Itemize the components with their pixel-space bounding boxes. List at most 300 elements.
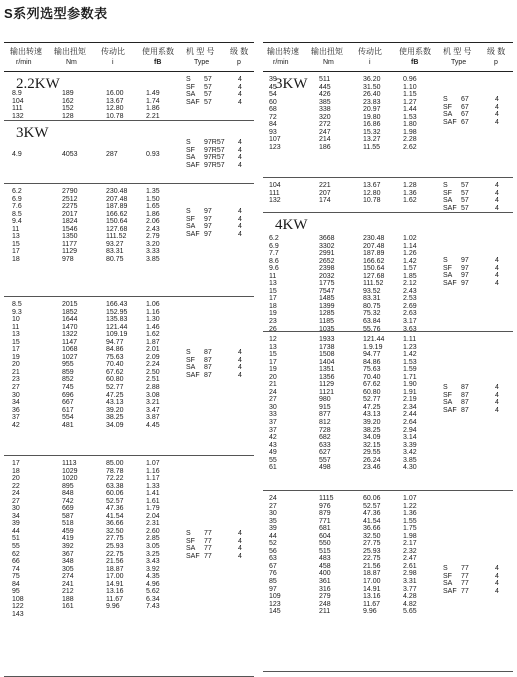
cell-torque: 214 — [319, 136, 331, 144]
cell-torque: 211 — [319, 608, 331, 616]
model-list — [4, 139, 254, 169]
cell-factor: 1.86 — [146, 105, 160, 113]
cell-factor: 2.21 — [146, 112, 160, 120]
cell-factor: 2.34 — [403, 403, 417, 411]
cell-speed: 24 — [269, 388, 277, 396]
cell-ratio: 23.46 — [363, 464, 381, 472]
power-heading: 4KW — [275, 217, 308, 233]
model-prefix: SAF — [186, 371, 200, 379]
model-prefix: SA — [186, 91, 196, 99]
cell-speed: 61 — [269, 464, 277, 472]
table-row — [4, 581, 254, 589]
table-row — [263, 76, 513, 84]
cell-speed: 15 — [12, 240, 20, 248]
cell-torque: 1129 — [319, 381, 335, 389]
cell-ratio: 52.77 — [363, 396, 381, 404]
cell-torque: 633 — [319, 441, 331, 449]
power-heading: 3KW — [16, 125, 49, 141]
cell-torque: 338 — [319, 106, 331, 114]
model-row — [263, 197, 513, 205]
cell-ratio: 75.63 — [106, 353, 124, 361]
model-row — [263, 257, 513, 265]
model-stage: 4 — [238, 98, 242, 106]
cell-factor: 1.27 — [403, 98, 417, 106]
table-row — [4, 490, 254, 498]
cell-torque: 682 — [319, 434, 331, 442]
table-row — [4, 611, 254, 619]
model-list — [263, 96, 513, 126]
table-row — [4, 331, 254, 339]
model-row — [263, 384, 513, 392]
table-row — [4, 324, 254, 332]
cell-speed: 109 — [269, 593, 281, 601]
cell-factor: 1.16 — [146, 467, 160, 475]
cell-factor: 2.64 — [403, 419, 417, 427]
table-row — [4, 505, 254, 513]
model-row — [263, 96, 513, 104]
cell-ratio: 67.62 — [106, 368, 124, 376]
unit-type: Type — [194, 59, 210, 66]
table-row — [263, 295, 513, 303]
cell-speed: 11 — [12, 323, 20, 331]
cell-factor: 3.20 — [146, 240, 160, 248]
cell-speed: 60 — [269, 98, 277, 106]
model-stage: 4 — [495, 182, 499, 189]
cell-torque: 207 — [319, 189, 331, 197]
table-row — [263, 129, 513, 137]
cell-speed: 122 — [12, 603, 24, 611]
cell-torque: 3302 — [319, 242, 335, 250]
cell-torque: 4053 — [62, 151, 78, 158]
cell-torque: 550 — [319, 540, 331, 548]
cell-factor: 1.07 — [403, 495, 417, 502]
table-row — [263, 310, 513, 318]
cell-factor: 2.06 — [146, 218, 160, 226]
cell-ratio: 47.25 — [363, 403, 381, 411]
unit-torque: Nm — [323, 59, 334, 66]
cell-ratio: 80.75 — [106, 255, 124, 263]
cell-factor: 4.45 — [146, 421, 160, 429]
cell-ratio: 78.78 — [106, 467, 124, 475]
cell-ratio: 93.52 — [363, 287, 381, 295]
model-prefix: SAF — [186, 230, 200, 238]
cell-factor: 4.35 — [146, 573, 160, 581]
cell-torque: 481 — [62, 421, 74, 429]
table-row — [263, 434, 513, 442]
table-row — [4, 188, 254, 196]
table-section — [4, 72, 254, 121]
cell-ratio: 85.00 — [106, 460, 124, 467]
table-row — [4, 392, 254, 400]
model-size: 87 — [204, 371, 212, 379]
model-stage: 4 — [495, 264, 499, 272]
model-row — [4, 147, 254, 155]
model-row — [263, 562, 513, 573]
cell-ratio: 13.16 — [106, 588, 124, 596]
model-size: 57 — [204, 76, 212, 83]
cell-ratio: 70.40 — [363, 373, 381, 381]
cell-speed: 104 — [269, 182, 281, 189]
cell-torque: 1824 — [62, 218, 78, 226]
cell-torque: 1322 — [62, 331, 78, 339]
cell-factor: 2.09 — [146, 353, 160, 361]
cell-ratio: 135.83 — [106, 316, 128, 324]
cell-torque: 1356 — [319, 373, 335, 381]
table-row — [4, 520, 254, 528]
cell-speed: 108 — [12, 595, 24, 603]
cell-speed: 8.9 — [12, 90, 22, 97]
model-stage: 4 — [238, 146, 242, 154]
data-rows — [263, 495, 513, 616]
cell-torque: 978 — [62, 255, 74, 263]
model-prefix: SA — [443, 197, 453, 205]
cell-speed: 55 — [269, 456, 277, 464]
cell-torque: 681 — [319, 525, 331, 533]
model-prefix: S — [186, 76, 191, 83]
cell-factor: 1.59 — [403, 366, 417, 374]
cell-ratio: 207.48 — [363, 242, 385, 250]
model-stage: 4 — [238, 530, 242, 537]
cell-speed: 111 — [269, 189, 280, 197]
model-size: 87 — [204, 356, 212, 364]
cell-ratio: 60.06 — [106, 490, 124, 498]
model-size: 67 — [461, 111, 469, 119]
model-row — [4, 162, 254, 170]
model-size: 77 — [461, 580, 469, 588]
model-stage: 4 — [238, 364, 242, 372]
model-size: 87 — [204, 364, 212, 372]
model-list — [263, 257, 513, 287]
cell-ratio: 207.48 — [106, 195, 128, 203]
table-row — [4, 414, 254, 422]
cell-speed: 11 — [269, 272, 277, 280]
cell-speed: 6.9 — [269, 242, 279, 250]
table-header — [4, 43, 254, 72]
model-size: 97 — [204, 223, 212, 231]
model-prefix: SA — [186, 364, 196, 372]
cell-torque: 877 — [319, 411, 331, 419]
model-row — [4, 364, 254, 372]
table-section — [263, 332, 513, 491]
cell-torque: 2991 — [319, 250, 335, 258]
model-stage: 4 — [495, 384, 499, 391]
cell-speed: 4.9 — [12, 151, 22, 158]
cell-speed: 95 — [12, 588, 20, 596]
cell-speed: 39 — [269, 76, 277, 83]
cell-torque: 1350 — [62, 233, 78, 241]
cell-ratio: 70.40 — [106, 361, 124, 369]
table-row — [4, 460, 254, 468]
cell-ratio: 16.00 — [106, 90, 124, 97]
table-row — [4, 105, 254, 113]
cell-torque: 1029 — [62, 467, 78, 475]
cell-ratio: 150.64 — [363, 265, 385, 273]
unit-factor: fB — [154, 59, 162, 66]
table-row — [263, 495, 513, 503]
model-row — [263, 585, 513, 596]
cell-factor: 1.57 — [403, 265, 417, 273]
table-row — [263, 442, 513, 450]
cell-speed: 6.9 — [12, 195, 22, 203]
model-stage: 4 — [238, 371, 242, 379]
model-stage: 4 — [238, 91, 242, 99]
power-heading: 3KW — [275, 76, 308, 92]
cell-ratio: 15.32 — [363, 128, 381, 136]
model-stage: 4 — [495, 103, 499, 111]
table-row — [263, 336, 513, 344]
cell-factor: 3.17 — [403, 318, 417, 326]
cell-speed: 97 — [269, 585, 277, 593]
cell-factor: 0.93 — [146, 151, 160, 158]
table-row — [4, 241, 254, 249]
cell-speed: 104 — [12, 97, 24, 105]
model-prefix: S — [443, 182, 448, 189]
unit-ratio: i — [112, 59, 114, 66]
cell-factor: 6.34 — [146, 595, 160, 603]
cell-ratio: 20.97 — [363, 106, 381, 114]
cell-factor: 2.85 — [146, 535, 160, 543]
model-stage: 4 — [495, 96, 499, 103]
cell-speed: 75 — [12, 573, 20, 581]
table-row — [4, 573, 254, 581]
cell-factor: 3.33 — [146, 248, 160, 256]
model-size: 87 — [204, 349, 212, 356]
cell-factor: 1.07 — [146, 460, 160, 467]
model-row — [263, 272, 513, 280]
cell-torque: 247 — [319, 128, 331, 136]
model-size: 77 — [204, 552, 212, 560]
model-row — [263, 407, 513, 415]
cell-ratio: 36.20 — [363, 76, 381, 83]
model-size: 97 — [461, 279, 469, 287]
model-stage: 4 — [238, 545, 242, 553]
cell-factor: 3.77 — [403, 585, 417, 593]
cell-torque: 1020 — [62, 475, 78, 483]
table-row — [263, 374, 513, 382]
cell-torque: 1508 — [319, 351, 335, 359]
cell-torque: 812 — [319, 419, 331, 427]
cell-speed: 66 — [12, 558, 20, 566]
cell-speed: 15 — [269, 351, 277, 359]
table-row — [263, 548, 513, 556]
model-prefix: S — [443, 257, 448, 264]
cell-torque: 1177 — [62, 240, 78, 248]
cell-ratio: 13.67 — [106, 97, 124, 105]
cell-torque: 483 — [319, 555, 331, 563]
model-size: 57 — [461, 182, 469, 189]
cell-speed: 111 — [12, 105, 23, 113]
cell-factor: 2.63 — [403, 310, 417, 318]
cell-ratio: 25.93 — [363, 547, 381, 555]
cell-torque: 1185 — [319, 318, 335, 326]
cell-torque: 859 — [62, 368, 74, 376]
cell-speed: 19 — [269, 366, 277, 374]
cell-speed: 39 — [269, 525, 277, 533]
cell-speed: 7.7 — [269, 250, 279, 258]
model-prefix: SAF — [443, 279, 457, 287]
model-row — [4, 527, 254, 538]
cell-factor: 3.08 — [146, 391, 160, 399]
cell-torque: 1068 — [62, 346, 78, 354]
cell-factor: 1.44 — [403, 106, 417, 114]
table-section — [4, 121, 254, 184]
cell-speed: 13 — [12, 233, 20, 241]
table-row — [4, 475, 254, 483]
cell-speed: 49 — [269, 449, 277, 457]
cell-speed: 132 — [269, 197, 281, 205]
cell-ratio: 230.48 — [106, 188, 128, 195]
table-section — [4, 456, 254, 677]
cell-ratio: 63.84 — [363, 318, 381, 326]
cell-ratio: 47.36 — [106, 505, 124, 513]
cell-speed: 20 — [12, 475, 20, 483]
cell-ratio: 60.80 — [106, 376, 124, 384]
cell-ratio: 22.75 — [363, 555, 381, 563]
cell-factor: 3.05 — [146, 543, 160, 551]
cell-ratio: 29.55 — [363, 449, 381, 457]
cell-speed: 34 — [12, 512, 20, 520]
cell-ratio: 63.38 — [106, 482, 124, 490]
model-row — [4, 84, 254, 92]
model-prefix: SF — [186, 215, 195, 223]
cell-speed: 7.6 — [12, 203, 22, 211]
cell-ratio: 14.91 — [363, 585, 381, 593]
cell-ratio: 72.22 — [106, 475, 124, 483]
cell-speed: 10 — [12, 316, 20, 324]
cell-torque: 419 — [62, 535, 74, 543]
cell-torque: 895 — [62, 482, 74, 490]
cell-factor: 1.14 — [403, 242, 417, 250]
cell-ratio: 187.89 — [363, 250, 385, 258]
cell-ratio: 127.68 — [363, 272, 385, 280]
model-size: 97 — [461, 257, 469, 264]
table-row — [263, 359, 513, 367]
cell-ratio: 13.27 — [363, 136, 381, 144]
table-row — [4, 316, 254, 324]
cell-torque: 3668 — [319, 235, 335, 242]
cell-ratio: 121.44 — [363, 336, 385, 343]
cell-ratio: 287 — [106, 151, 118, 158]
cell-torque: 272 — [319, 121, 331, 129]
cell-factor: 1.53 — [403, 358, 417, 366]
model-stage: 4 — [238, 230, 242, 238]
cell-torque: 1113 — [62, 460, 77, 467]
cell-speed: 74 — [12, 565, 20, 573]
model-prefix: S — [186, 208, 191, 215]
cell-factor: 2.53 — [403, 295, 417, 303]
cell-ratio: 12.80 — [363, 189, 381, 197]
cell-factor: 1.42 — [403, 351, 417, 359]
cell-factor: 2.32 — [403, 547, 417, 555]
cell-speed: 18 — [12, 255, 20, 263]
cell-ratio: 25.93 — [106, 543, 124, 551]
cell-speed: 30 — [269, 403, 277, 411]
cell-ratio: 109.19 — [106, 331, 128, 339]
cell-factor: 3.92 — [146, 565, 160, 573]
cell-speed: 107 — [269, 136, 281, 144]
table-row — [4, 566, 254, 574]
cell-torque: 848 — [62, 490, 74, 498]
cell-speed: 26 — [269, 325, 277, 332]
cell-ratio: 9.96 — [363, 608, 377, 616]
cell-speed: 84 — [269, 121, 277, 129]
table-row — [4, 339, 254, 347]
cell-torque: 128 — [62, 112, 74, 120]
cell-factor: 1.02 — [403, 235, 417, 242]
cell-ratio: 11.67 — [363, 600, 380, 608]
cell-speed: 45 — [269, 83, 277, 91]
cell-torque: 1351 — [319, 366, 335, 374]
model-size: 97R57 — [204, 154, 225, 162]
model-row — [263, 280, 513, 288]
model-size: 97R57 — [204, 161, 225, 169]
cell-factor: 1.74 — [146, 97, 160, 105]
model-size: 87 — [461, 384, 469, 391]
cell-torque: 1644 — [62, 316, 78, 324]
header-torque: 输出扭矩 — [54, 47, 86, 56]
model-size: 77 — [204, 537, 212, 545]
cell-ratio: 12.80 — [106, 105, 124, 113]
table-row — [4, 301, 254, 309]
cell-speed: 17 — [12, 346, 20, 354]
model-stage: 4 — [238, 76, 242, 83]
cell-torque: 2032 — [319, 272, 335, 280]
cell-speed: 24 — [269, 495, 277, 502]
model-prefix: SF — [186, 537, 195, 545]
model-stage: 4 — [238, 208, 242, 215]
model-row — [4, 91, 254, 99]
cell-speed: 21 — [12, 368, 20, 376]
cell-torque: 1147 — [62, 338, 78, 346]
cell-factor: 1.36 — [403, 510, 417, 518]
table-row — [263, 608, 513, 616]
table-section — [4, 184, 254, 297]
cell-torque: 212 — [62, 588, 74, 596]
cell-torque: 669 — [62, 505, 74, 513]
model-list — [4, 208, 254, 238]
cell-speed: 30 — [12, 505, 20, 513]
cell-speed: 43 — [269, 441, 277, 449]
cell-speed: 23 — [12, 376, 20, 384]
cell-torque: 1775 — [319, 280, 335, 288]
cell-torque: 915 — [319, 403, 331, 411]
power-heading: 2.2KW — [16, 76, 60, 92]
cell-ratio: 43.13 — [363, 411, 381, 419]
cell-torque: 459 — [62, 527, 74, 535]
model-prefix: SF — [443, 391, 452, 399]
cell-torque: 1470 — [62, 323, 78, 331]
cell-speed: 54 — [269, 91, 277, 99]
cell-factor: 1.86 — [146, 210, 160, 218]
cell-ratio: 17.00 — [363, 578, 381, 586]
model-prefix: SA — [443, 580, 453, 588]
cell-speed: 39 — [12, 520, 20, 528]
unit-ratio: i — [369, 59, 371, 66]
cell-factor: 2.24 — [146, 361, 160, 369]
cell-ratio: 67.62 — [363, 381, 381, 389]
cell-factor: 1.10 — [403, 83, 417, 91]
header-torque: 输出扭矩 — [311, 47, 343, 56]
model-prefix: SAF — [443, 587, 457, 595]
model-row — [4, 372, 254, 380]
cell-ratio: 47.25 — [106, 391, 124, 399]
table-row — [4, 422, 254, 430]
model-size: 97R57 — [204, 146, 225, 154]
cell-torque: 1121 — [319, 388, 335, 396]
table-row — [263, 525, 513, 533]
cell-ratio: 19.80 — [363, 113, 381, 121]
cell-torque: 189 — [62, 90, 74, 97]
